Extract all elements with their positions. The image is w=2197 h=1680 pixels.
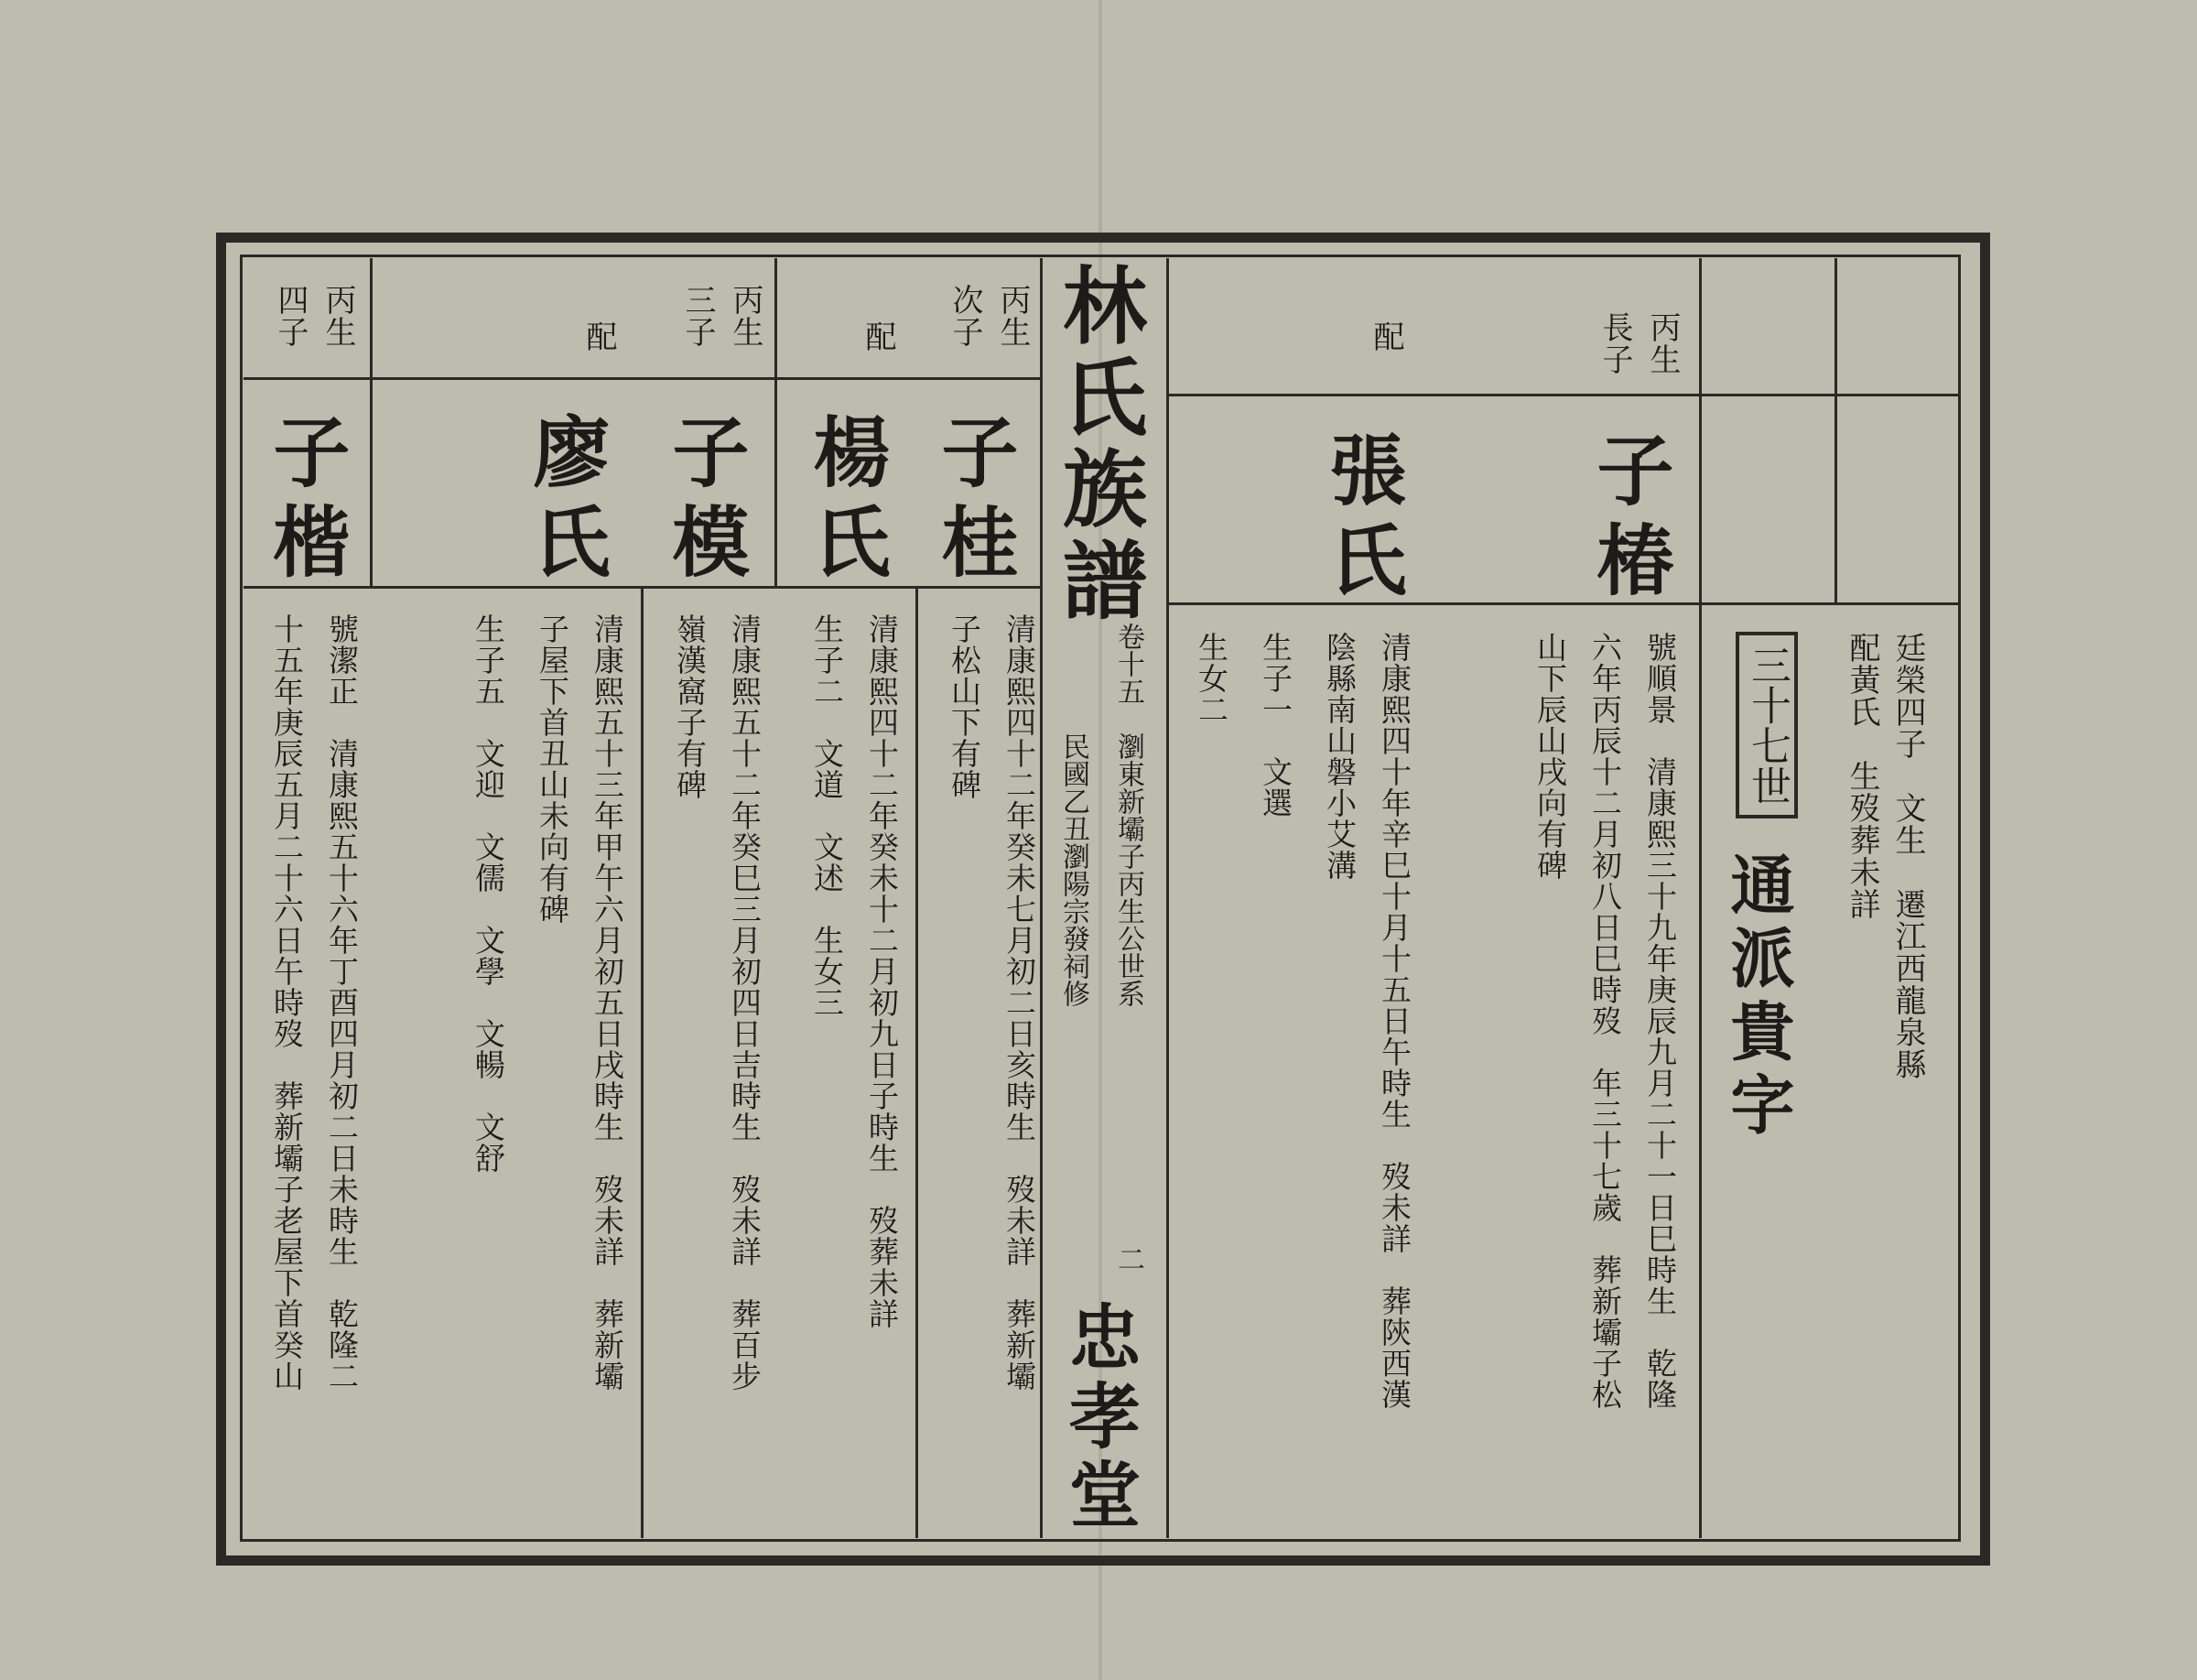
header-row-line (244, 377, 1040, 380)
son2-spouse-bio-1: 清康熙四十二年癸未十二月初九日子時生 歿葬未詳 (864, 613, 900, 1329)
intro-line-2: 配黃氏 生歿葬未詳 (1844, 632, 1880, 920)
col-divider (370, 258, 373, 586)
header-row-line-right (1166, 394, 1959, 396)
spine-page-number: 二 (1112, 1245, 1144, 1273)
son1-spouse-bio-4: 生女二 (1194, 632, 1229, 725)
col-divider (1699, 602, 1702, 1538)
son3-spouse-bio-2: 子屋下首丑山未向有碑 (535, 613, 570, 925)
son2-spouse-bio-2: 生子二 文道 文述 生女三 (809, 613, 845, 1018)
son1-parent: 丙生 (1644, 311, 1681, 375)
son2-name: 子桂 (929, 412, 1020, 591)
spine-title: 林氏族譜 (1049, 262, 1148, 628)
son1-spouse-bio-3: 生子一 文選 (1258, 632, 1293, 818)
son2-bio-1: 清康熙四十二年癸未七月初二日亥時生 歿未詳 葬新壩 (1001, 613, 1037, 1392)
intro-line-1: 廷榮四子 文生 遷江西龍泉縣 (1889, 632, 1926, 1080)
son3-spouse-bio-1: 清康熙五十三年甲午六月初五日戌時生 歿未詳 葬新壩 (590, 613, 625, 1392)
spine-edition: 民國乙丑瀏陽宗發祠修 (1057, 732, 1089, 1007)
son4-parent: 丙生 (319, 284, 356, 348)
son3-spouse-bio-3: 生子五 文迎 文儒 文學 文暢 文舒 (471, 613, 506, 1174)
son2-parent: 丙生 (994, 284, 1031, 348)
son1-spouse-bio-1: 清康熙四十年辛巳十月十五日午時生 歿未詳 葬陝西漢 (1377, 632, 1412, 1410)
son1-bio-3: 山下辰山戌向有碑 (1532, 632, 1568, 881)
son3-parent: 丙生 (727, 284, 763, 348)
col-divider (915, 586, 918, 1538)
son3-spouse: 廖氏 (521, 412, 611, 591)
col-divider (641, 586, 644, 1538)
generation-heading: 通派貴字 (1720, 851, 1796, 1144)
son1-bio-1: 號順景 清康熙三十九年庚辰九月二十一日巳時生 乾隆 (1642, 632, 1678, 1410)
spine-hall: 忠孝堂 (1057, 1300, 1141, 1536)
col-divider (1166, 258, 1169, 1538)
son1-name: 子椿 (1585, 430, 1675, 610)
son2-order: 次子 (947, 284, 983, 348)
son1-bio-2: 六年丙辰十二月初八日巳時歿 年三十七歲 葬新壩子松 (1587, 632, 1623, 1410)
spine-volume: 卷十五 (1112, 623, 1144, 705)
son2-bio-2: 子松山下有碑 (947, 613, 982, 800)
son3-name: 子模 (660, 412, 751, 591)
son2-spouse: 楊氏 (801, 412, 892, 591)
son1-spouse-label: 配 (1368, 320, 1404, 352)
son3-spouse-label: 配 (580, 320, 617, 352)
son4-bio-2: 十五年庚辰五月二十六日午時歿 葬新壩子老屋下首癸山 (269, 613, 305, 1392)
son1-order: 長子 (1596, 311, 1633, 375)
son1-spouse: 張氏 (1317, 430, 1408, 610)
col-divider (1699, 258, 1702, 602)
son2-spouse-label: 配 (860, 320, 896, 352)
son4-bio-1: 號潔正 清康熙五十六年丁酉四月初二日未時生 乾隆二 (324, 613, 360, 1392)
son3-bio-1: 清康熙五十二年癸巳三月初四日吉時生 歿未詳 葬百步 (727, 613, 763, 1392)
col-divider (1834, 258, 1837, 602)
son3-order: 三子 (679, 284, 716, 348)
son4-name: 子楷 (261, 412, 352, 591)
generation-box: 三十七世 (1736, 632, 1798, 818)
spine-section: 瀏東新壩子丙生公世系 (1112, 732, 1144, 1007)
son3-bio-2: 嶺漢窩子有碑 (672, 613, 708, 800)
son1-spouse-bio-2: 陰縣南山磐小艾溝 (1322, 632, 1358, 881)
col-divider (774, 258, 777, 586)
name-row-line-right (1166, 602, 1959, 605)
son4-order: 四子 (272, 284, 308, 348)
